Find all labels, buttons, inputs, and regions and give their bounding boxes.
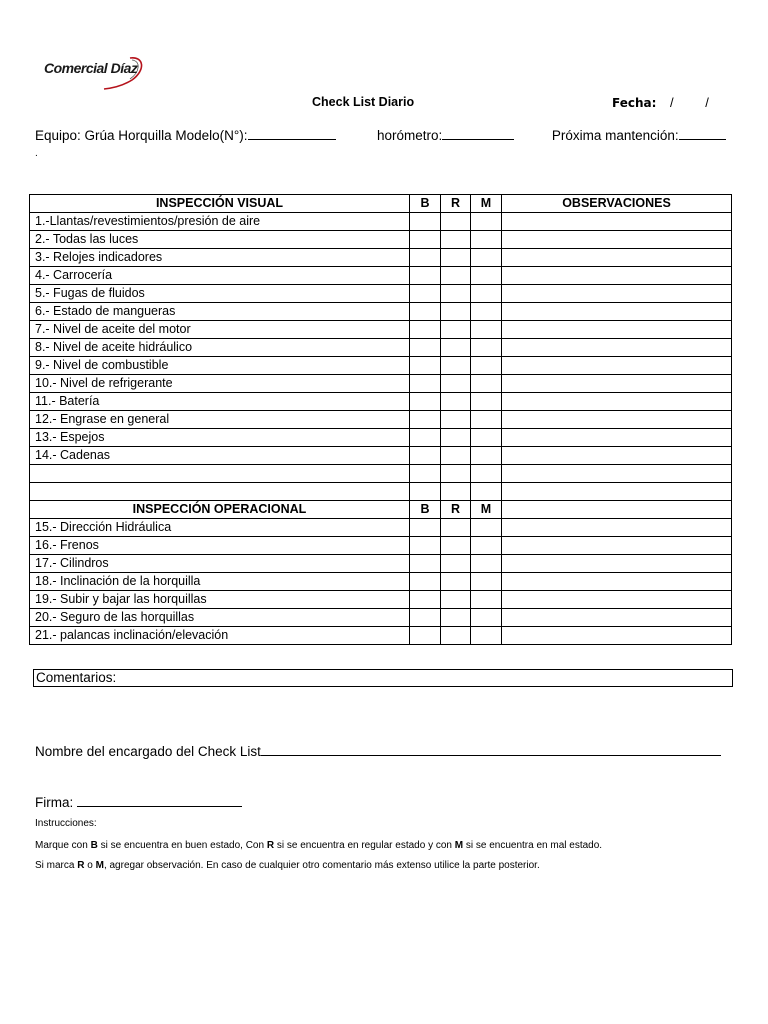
cell-r[interactable] bbox=[441, 447, 471, 465]
cell-observaciones[interactable] bbox=[502, 609, 732, 627]
cell-r[interactable] bbox=[441, 285, 471, 303]
cell-r[interactable] bbox=[441, 249, 471, 267]
instrucciones-title: Instrucciones: bbox=[35, 818, 97, 829]
cell-observaciones[interactable] bbox=[502, 231, 732, 249]
cell-m[interactable] bbox=[471, 465, 502, 483]
cell-b[interactable] bbox=[410, 609, 441, 627]
cell-observaciones[interactable] bbox=[502, 213, 732, 231]
col-r-header: R bbox=[441, 501, 471, 519]
instr-text: Si marca bbox=[35, 860, 78, 871]
page-title: Check List Diario bbox=[312, 95, 415, 109]
instr-bold-r: R bbox=[266, 840, 275, 851]
cell-m[interactable] bbox=[471, 627, 502, 645]
cell-r[interactable] bbox=[441, 465, 471, 483]
item-label: 4.- Carrocería bbox=[30, 267, 410, 285]
cell-b[interactable] bbox=[410, 231, 441, 249]
cell-r[interactable] bbox=[441, 321, 471, 339]
visual-item-row bbox=[30, 249, 732, 267]
cell-r[interactable] bbox=[441, 609, 471, 627]
visual-item-row bbox=[30, 303, 732, 321]
col-m-header: M bbox=[471, 195, 502, 213]
cell-r[interactable] bbox=[441, 627, 471, 645]
cell-m[interactable] bbox=[471, 429, 502, 447]
instrucciones-line-2 bbox=[35, 860, 540, 871]
cell-r[interactable] bbox=[441, 357, 471, 375]
cell-observaciones[interactable] bbox=[502, 339, 732, 357]
item-label: 8.- Nivel de aceite hidráulico bbox=[30, 339, 410, 357]
item-label: 16.- Frenos bbox=[30, 537, 410, 555]
cell-r[interactable] bbox=[441, 339, 471, 357]
cell-b[interactable] bbox=[410, 249, 441, 267]
equipo-label: Equipo: Grúa Horquilla Modelo(N°): bbox=[35, 128, 248, 143]
visual-item-row bbox=[30, 483, 732, 501]
visual-item-row bbox=[30, 447, 732, 465]
operacional-item-row bbox=[30, 537, 732, 555]
visual-header: INSPECCIÓN VISUAL bbox=[30, 195, 410, 213]
cell-m[interactable] bbox=[471, 303, 502, 321]
item-label: 3.- Relojes indicadores bbox=[30, 249, 410, 267]
item-label: 19.- Subir y bajar las horquillas bbox=[30, 591, 410, 609]
item-label: 6.- Estado de mangueras bbox=[30, 303, 410, 321]
cell-observaciones[interactable] bbox=[502, 519, 732, 537]
cell-m[interactable] bbox=[471, 573, 502, 591]
item-label: 18.- Inclinación de la horquilla bbox=[30, 573, 410, 591]
item-label: 15.- Dirección Hidráulica bbox=[30, 519, 410, 537]
cell-m[interactable] bbox=[471, 411, 502, 429]
company-logo bbox=[44, 52, 154, 88]
cell-r[interactable] bbox=[441, 411, 471, 429]
cell-m[interactable] bbox=[471, 249, 502, 267]
cell-r[interactable] bbox=[441, 591, 471, 609]
comentarios-label: Comentarios: bbox=[36, 670, 117, 685]
cell-b[interactable] bbox=[410, 555, 441, 573]
item-label: 1.-Llantas/revestimientos/presión de aire bbox=[30, 213, 410, 231]
cell-m[interactable] bbox=[471, 357, 502, 375]
proxima-label: Próxima mantención: bbox=[551, 128, 679, 143]
observaciones-blank bbox=[502, 501, 732, 519]
cell-r[interactable] bbox=[441, 483, 471, 501]
proxima-field[interactable] bbox=[679, 127, 726, 140]
comentarios-box[interactable] bbox=[33, 669, 733, 687]
cell-m[interactable] bbox=[471, 555, 502, 573]
cell-observaciones[interactable] bbox=[502, 627, 732, 645]
cell-b[interactable] bbox=[410, 591, 441, 609]
cell-r[interactable] bbox=[441, 429, 471, 447]
instr-text: si se encuentra en buen estado, Con bbox=[97, 840, 267, 851]
visual-item-row bbox=[30, 393, 732, 411]
cell-observaciones[interactable] bbox=[502, 483, 732, 501]
item-label bbox=[30, 483, 410, 501]
cell-r[interactable] bbox=[441, 555, 471, 573]
observaciones-header: OBSERVACIONES bbox=[502, 195, 732, 213]
operacional-item-row bbox=[30, 555, 732, 573]
nombre-label: Nombre del encargado del Check List bbox=[35, 744, 261, 759]
cell-observaciones[interactable] bbox=[502, 591, 732, 609]
cell-b[interactable] bbox=[410, 627, 441, 645]
firma-line bbox=[35, 794, 242, 810]
instr-text: si se encuentra en regular estado y con bbox=[274, 840, 455, 851]
cell-b[interactable] bbox=[410, 285, 441, 303]
visual-item-row bbox=[30, 429, 732, 447]
cell-b[interactable] bbox=[410, 447, 441, 465]
cell-r[interactable] bbox=[441, 573, 471, 591]
item-label bbox=[30, 465, 410, 483]
cell-m[interactable] bbox=[471, 483, 502, 501]
modelo-field[interactable] bbox=[248, 127, 336, 140]
cell-m[interactable] bbox=[471, 447, 502, 465]
cell-b[interactable] bbox=[410, 213, 441, 231]
instr-text: , agregar observación. En caso de cualquier otro comentario más extenso utilice la parte posterior. bbox=[103, 860, 540, 871]
firma-label: Firma: bbox=[35, 795, 74, 810]
cell-b[interactable] bbox=[410, 339, 441, 357]
visual-item-row bbox=[30, 339, 732, 357]
item-label: 12.- Engrase en general bbox=[30, 411, 410, 429]
cell-observaciones[interactable] bbox=[502, 555, 732, 573]
cell-observaciones[interactable] bbox=[502, 411, 732, 429]
instr-bold-m: M bbox=[95, 860, 104, 871]
inspection-table bbox=[29, 194, 732, 645]
cell-b[interactable] bbox=[410, 375, 441, 393]
cell-m[interactable] bbox=[471, 285, 502, 303]
cell-m[interactable] bbox=[471, 393, 502, 411]
cell-m[interactable] bbox=[471, 267, 502, 285]
item-label: 17.- Cilindros bbox=[30, 555, 410, 573]
cell-b[interactable] bbox=[410, 465, 441, 483]
equipo-continuation: . bbox=[35, 148, 38, 159]
cell-observaciones[interactable] bbox=[502, 303, 732, 321]
cell-b[interactable] bbox=[410, 573, 441, 591]
cell-b[interactable] bbox=[410, 267, 441, 285]
cell-observaciones[interactable] bbox=[502, 393, 732, 411]
item-label: 14.- Cadenas bbox=[30, 447, 410, 465]
visual-item-row bbox=[30, 375, 732, 393]
operacional-item-row bbox=[30, 573, 732, 591]
cell-r[interactable] bbox=[441, 537, 471, 555]
col-r-header: R bbox=[441, 195, 471, 213]
cell-r[interactable] bbox=[441, 267, 471, 285]
cell-m[interactable] bbox=[471, 321, 502, 339]
cell-r[interactable] bbox=[441, 213, 471, 231]
cell-m[interactable] bbox=[471, 519, 502, 537]
visual-header-row bbox=[30, 195, 732, 213]
cell-b[interactable] bbox=[410, 483, 441, 501]
horometro-label: horómetro: bbox=[377, 128, 443, 143]
nombre-field[interactable] bbox=[261, 743, 721, 756]
instr-text: Marque con bbox=[35, 840, 91, 851]
operacional-item-row bbox=[30, 591, 732, 609]
cell-m[interactable] bbox=[471, 231, 502, 249]
cell-b[interactable] bbox=[410, 537, 441, 555]
instr-bold-m: M bbox=[454, 840, 464, 851]
cell-m[interactable] bbox=[471, 375, 502, 393]
operacional-header: INSPECCIÓN OPERACIONAL bbox=[30, 501, 410, 519]
cell-b[interactable] bbox=[410, 429, 441, 447]
visual-item-row bbox=[30, 267, 732, 285]
cell-observaciones[interactable] bbox=[502, 375, 732, 393]
cell-m[interactable] bbox=[471, 591, 502, 609]
operacional-item-row bbox=[30, 609, 732, 627]
cell-r[interactable] bbox=[441, 393, 471, 411]
visual-item-row bbox=[30, 213, 732, 231]
visual-item-row bbox=[30, 465, 732, 483]
cell-b[interactable] bbox=[410, 411, 441, 429]
fecha-label: Fecha: bbox=[612, 96, 657, 110]
cell-m[interactable] bbox=[471, 609, 502, 627]
item-label: 9.- Nivel de combustible bbox=[30, 357, 410, 375]
cell-b[interactable] bbox=[410, 393, 441, 411]
instr-bold-b: B bbox=[90, 840, 98, 851]
cell-b[interactable] bbox=[410, 303, 441, 321]
cell-observaciones[interactable] bbox=[502, 249, 732, 267]
item-label: 2.- Todas las luces bbox=[30, 231, 410, 249]
instrucciones-line-1 bbox=[35, 840, 602, 851]
operacional-header-row bbox=[30, 501, 732, 519]
col-b-header: B bbox=[410, 195, 441, 213]
item-label: 5.- Fugas de fluidos bbox=[30, 285, 410, 303]
nombre-line bbox=[35, 743, 721, 759]
cell-b[interactable] bbox=[410, 519, 441, 537]
col-m-header: M bbox=[471, 501, 502, 519]
item-label: 11.- Batería bbox=[30, 393, 410, 411]
cell-m[interactable] bbox=[471, 537, 502, 555]
cell-m[interactable] bbox=[471, 213, 502, 231]
cell-observaciones[interactable] bbox=[502, 537, 732, 555]
visual-item-row bbox=[30, 231, 732, 249]
cell-r[interactable] bbox=[441, 375, 471, 393]
visual-item-row bbox=[30, 321, 732, 339]
cell-observaciones[interactable] bbox=[502, 465, 732, 483]
cell-b[interactable] bbox=[410, 321, 441, 339]
visual-item-row bbox=[30, 285, 732, 303]
instr-bold-r: R bbox=[77, 860, 85, 871]
cell-b[interactable] bbox=[410, 357, 441, 375]
equipo-line bbox=[35, 127, 726, 143]
item-label: 21.- palancas inclinación/elevación bbox=[30, 627, 410, 645]
horometro-field[interactable] bbox=[442, 127, 514, 140]
instr-text: o bbox=[84, 860, 96, 871]
cell-observaciones[interactable] bbox=[502, 321, 732, 339]
col-b-header: B bbox=[410, 501, 441, 519]
item-label: 7.- Nivel de aceite del motor bbox=[30, 321, 410, 339]
cell-observaciones[interactable] bbox=[502, 285, 732, 303]
cell-observaciones[interactable] bbox=[502, 267, 732, 285]
instr-text: si se encuentra en mal estado. bbox=[463, 840, 603, 851]
visual-item-row bbox=[30, 357, 732, 375]
cell-observaciones[interactable] bbox=[502, 429, 732, 447]
cell-r[interactable] bbox=[441, 231, 471, 249]
cell-observaciones[interactable] bbox=[502, 357, 732, 375]
item-label: 10.- Nivel de refrigerante bbox=[30, 375, 410, 393]
cell-r[interactable] bbox=[441, 519, 471, 537]
firma-field[interactable] bbox=[77, 794, 242, 807]
item-label: 20.- Seguro de las horquillas bbox=[30, 609, 410, 627]
cell-observaciones[interactable] bbox=[502, 447, 732, 465]
operacional-item-row bbox=[30, 519, 732, 537]
logo-text: Comercial Díaz bbox=[44, 60, 138, 76]
cell-m[interactable] bbox=[471, 339, 502, 357]
item-label: 13.- Espejos bbox=[30, 429, 410, 447]
cell-r[interactable] bbox=[441, 303, 471, 321]
operacional-item-row bbox=[30, 627, 732, 645]
cell-observaciones[interactable] bbox=[502, 573, 732, 591]
visual-item-row bbox=[30, 411, 732, 429]
fecha-slashes: / / bbox=[670, 95, 723, 110]
